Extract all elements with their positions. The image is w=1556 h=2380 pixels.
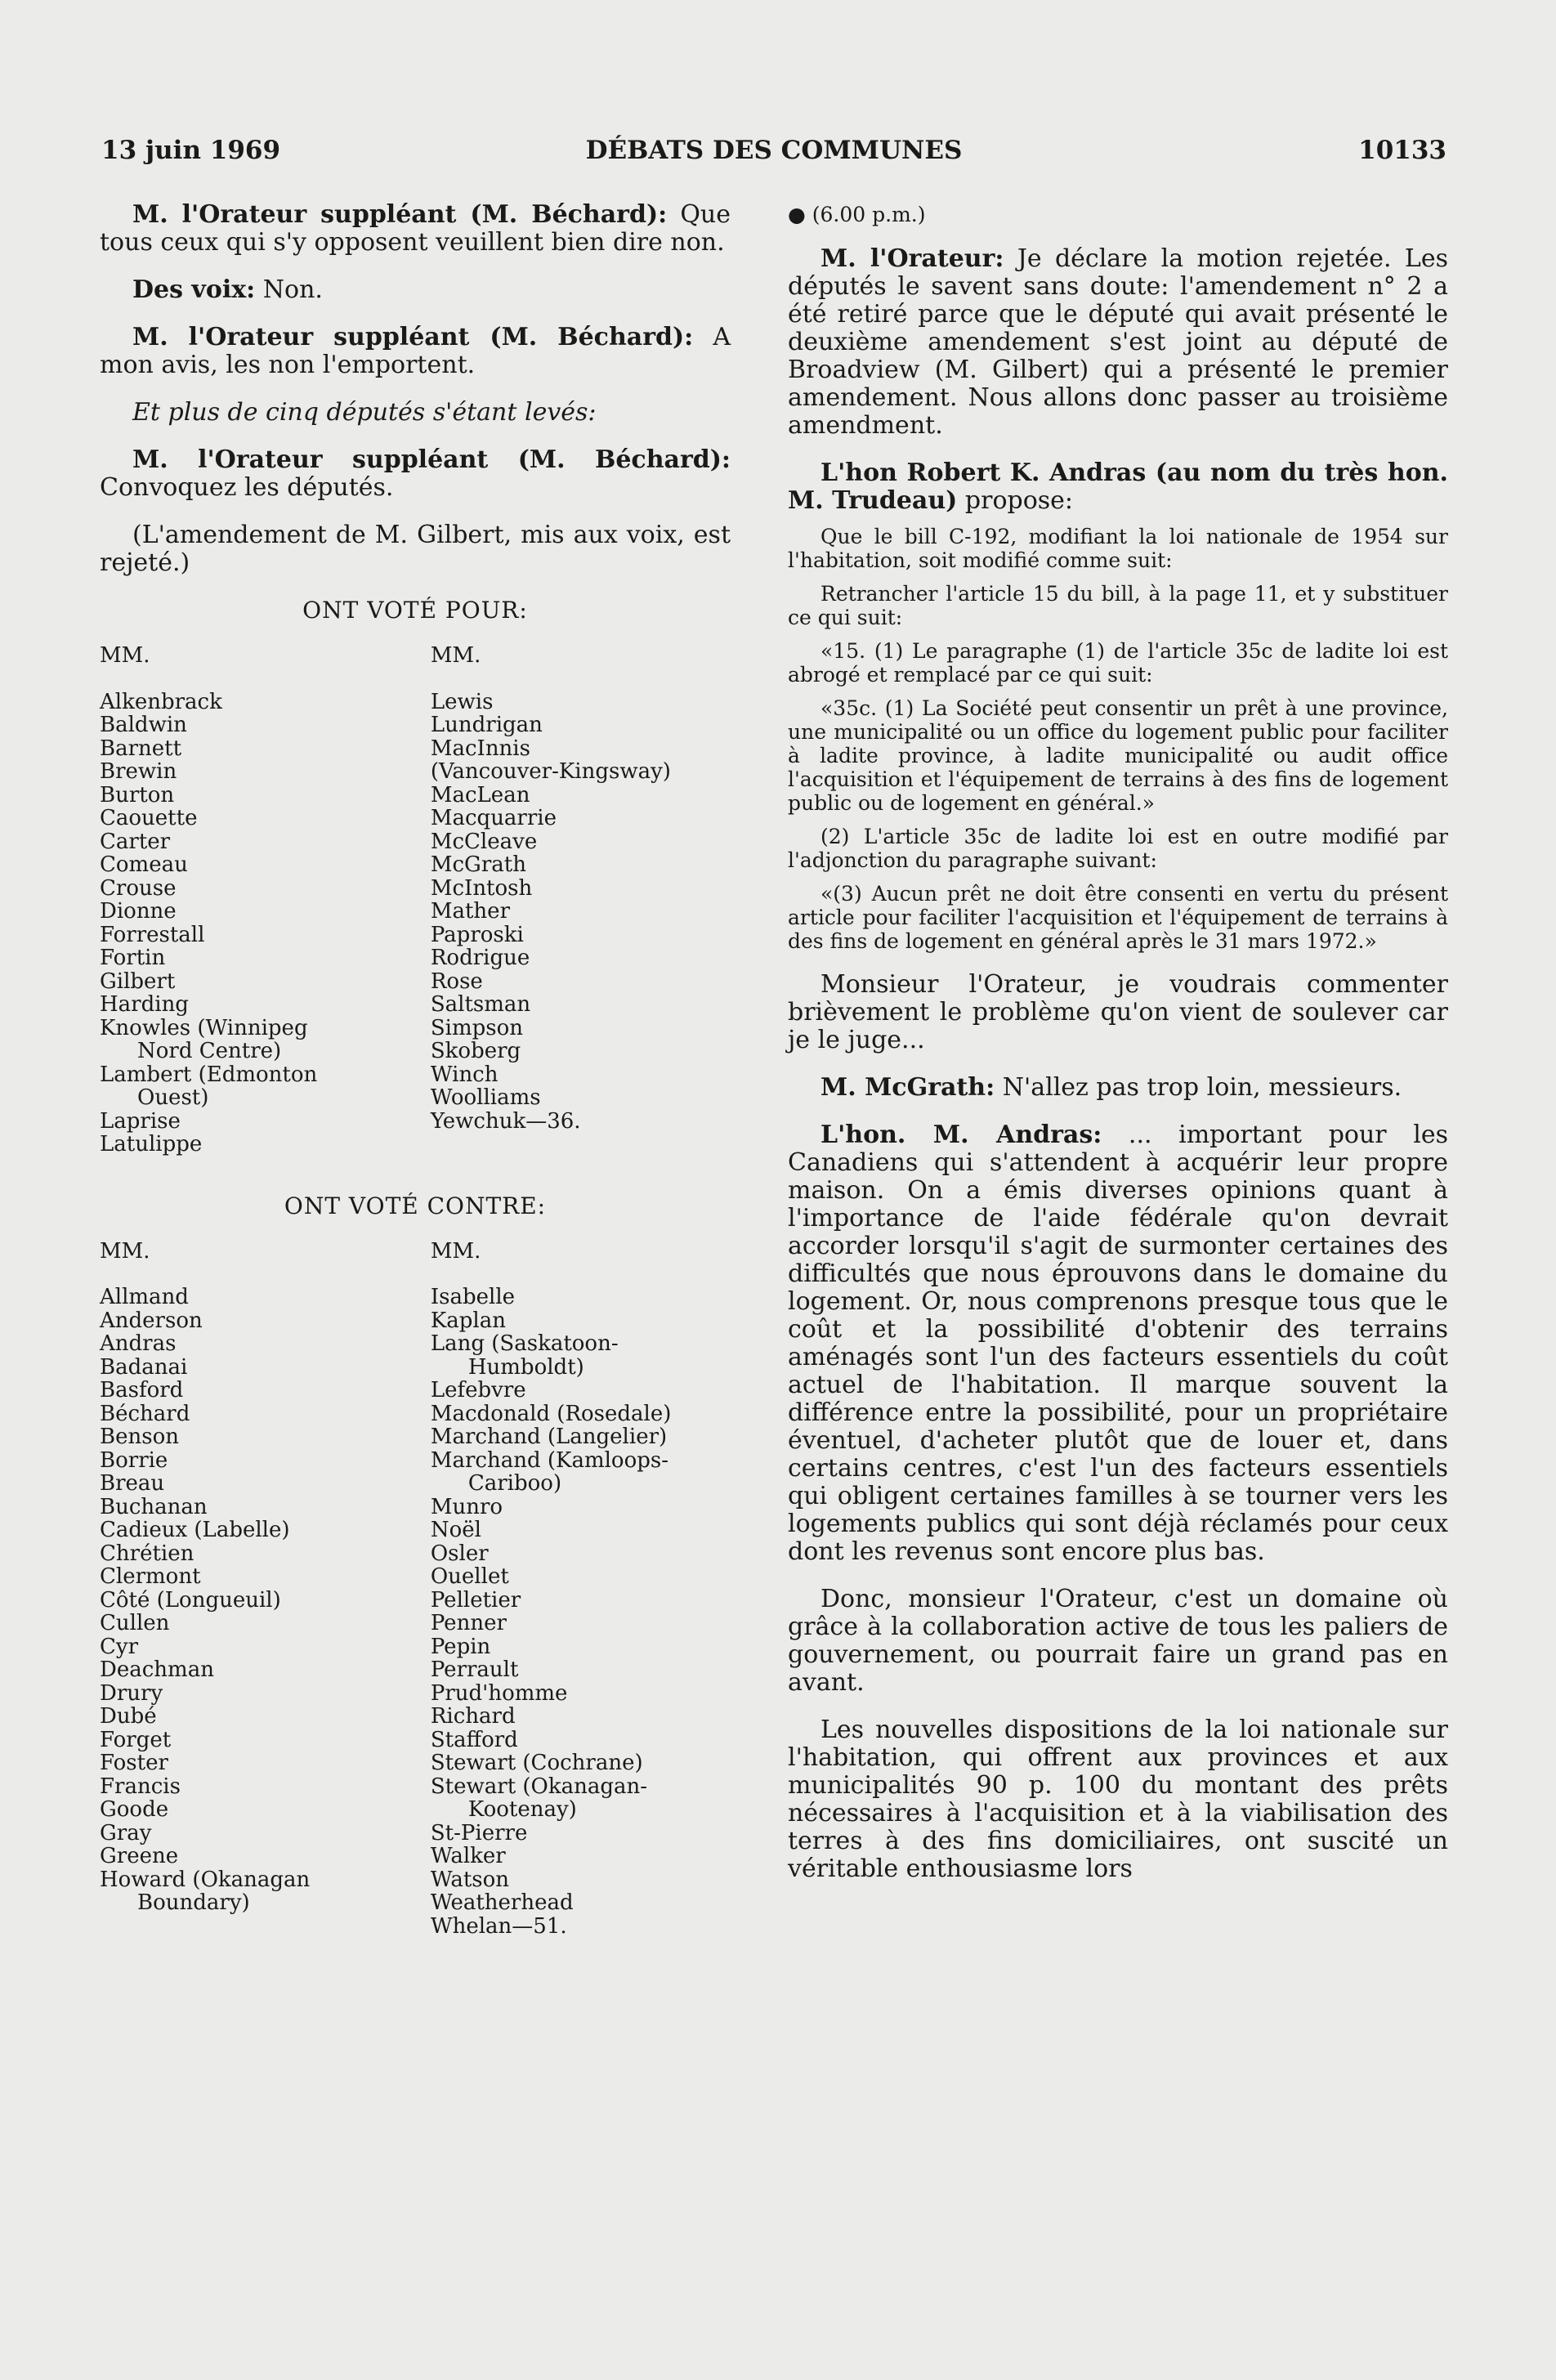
member-name: Rose [430, 969, 483, 994]
member-name: Prud'homme [430, 1680, 568, 1706]
speech: A mon avis, les non l'emportent. [100, 323, 731, 379]
member-name: Walker [430, 1844, 506, 1868]
paragraph [788, 1074, 1448, 1102]
member-name: Ouest) [137, 1085, 209, 1110]
member-name: Cadieux (Labelle) [100, 1518, 290, 1542]
paragraph: (L'amendement de M. Gilbert, mis aux voix, est rejeté.) [100, 521, 731, 577]
member-name: Macquarrie [430, 806, 557, 830]
member-name: Burton [100, 782, 175, 808]
member-name: Carter [100, 829, 171, 854]
vote-contre-list [100, 1240, 731, 1939]
member-name: Fortin [100, 946, 166, 970]
member-name: Badanai [100, 1354, 188, 1380]
speech: propose: [957, 486, 1074, 515]
paragraph: Donc, monsieur l'Orateur, c'est un domaine où grâce à la collaboration active de tous les paliers de gouvernement, ou pourrait faire un grand pas en avant. [788, 1585, 1448, 1697]
vote-contre-heading: ONT VOTÉ CONTRE: [284, 1192, 547, 1219]
member-name: Weatherhead [430, 1890, 574, 1915]
vote-column [100, 644, 431, 1156]
member-name: Drury [100, 1680, 163, 1706]
member-name: Lewis [430, 689, 494, 714]
motion-text: (2) L'article 35c de ladite loi est en outre modifié par l'adjonction du paragraphe suivant: [788, 825, 1448, 872]
member-name: Brewin [100, 759, 177, 784]
member-name: Kootenay) [467, 1797, 577, 1822]
member-name: Rodrigue [430, 946, 530, 970]
member-name: Cullen [100, 1611, 170, 1635]
paragraph [788, 245, 1448, 440]
member-name: Chrétien [100, 1541, 194, 1566]
stage-direction: Et plus de cinq députés s'étant levés: [132, 398, 597, 427]
mm-label: MM. [430, 1238, 481, 1264]
member-name: Nord Centre) [137, 1039, 282, 1063]
speaker: Des voix: [132, 275, 256, 304]
member-name: Saltsman [430, 992, 531, 1017]
speech: ... important pour les Canadiens qui s'attendent à acquérir leur propre maison. On a émis diverses opinions quant à l'importance de l'aide fédérale qu'on devrait accorder lorsqu'il s'agit de surmonter certaines des difficultés que nous éprouvons dans le domaine du logement. Or, nous comprenons presque tous que le coût et la possibilité d'obtenir des terrains aménagés sont l'un des facteurs essentiels du coût actuel de l'habitation. Il marque souvent la différence entre la possibilité, pour un propriétaire éventuel, d'acheter plutôt que de louer et, dans certains centres, c'est l'un des facteurs essentiels qui obligent certaines familles à se tourner vers les logements publics qui sont déjà réclamés pour ceux dont les revenus sont encore plus bas. [788, 1121, 1448, 1566]
member-name: McIntosh [430, 875, 533, 901]
member-name: Cyr [100, 1634, 139, 1659]
member-name: Stewart (Cochrane) [430, 1751, 643, 1775]
paragraph [100, 201, 731, 257]
left-column [100, 201, 731, 1938]
member-name: St-Pierre [430, 1820, 528, 1845]
member-name: Comeau [100, 852, 188, 877]
member-name: Harding [100, 992, 189, 1017]
paragraph [100, 446, 731, 502]
paragraph [100, 324, 731, 379]
motion-text: «(3) Aucun prêt ne doit être consenti en vertu du présent article pour faciliter l'acquisition et l'équipement de terrains à des fins de logement en général après le 31 mars 1972.» [788, 882, 1448, 953]
paragraph: Monsieur l'Orateur, je voudrais commenter brièvement le problème qu'on vient de soulever car je le juge... [788, 970, 1448, 1054]
member-name: Benson [100, 1425, 179, 1449]
member-name: Lundrigan [430, 713, 543, 737]
member-name: McCleave [430, 829, 538, 854]
member-name: Francis [100, 1774, 181, 1799]
member-name: Paproski [430, 922, 524, 947]
member-name: Pepin [430, 1634, 491, 1659]
member-name: Macdonald (Rosedale) [430, 1401, 672, 1426]
member-name: Noël [430, 1518, 481, 1542]
member-name: Yewchuk—36. [430, 1108, 581, 1134]
member-name: Stafford [430, 1727, 518, 1752]
member-name: Richard [430, 1704, 516, 1729]
motion-text: Que le bill C-192, modifiant la loi nationale de 1954 sur l'habitation, soit modifié comme suit: [788, 525, 1448, 572]
member-name: Caouette [100, 806, 198, 830]
member-name: Skoberg [430, 1039, 521, 1063]
speaker: M. l'Orateur suppléant (M. Béchard): [132, 323, 694, 351]
member-name: Côté (Longueuil) [100, 1587, 281, 1613]
speech: Convoquez les députés. [100, 473, 394, 502]
member-name: Gilbert [100, 969, 176, 994]
speech: Non. [255, 275, 323, 304]
motion-text: «35c. (1) La Société peut consentir un prêt à une province, une municipalité ou un office du logement public pour faciliter à ladite province, à ladite municipalité ou audit office l'acquisition et l'équipement de terrains à des fins de logement public ou de logement en général.» [788, 696, 1448, 815]
member-name: Allmand [100, 1285, 189, 1309]
member-name: Marchand (Langelier) [430, 1425, 668, 1449]
member-name: Alkenbrack [100, 689, 222, 714]
mm-label: MM. [100, 1238, 150, 1264]
member-name: Lang (Saskatoon- [430, 1331, 619, 1356]
speaker: M. l'Orateur: [820, 244, 1004, 273]
speech: Que tous ceux qui s'y opposent veuillent bien dire non. [100, 200, 731, 257]
speech: N'allez pas trop loin, messieurs. [995, 1073, 1402, 1102]
member-name: Penner [430, 1611, 507, 1635]
header-title: DÉBATS DES COMMUNES [585, 136, 963, 165]
member-name: Forrestall [100, 922, 205, 947]
member-name: Latulippe [100, 1132, 203, 1156]
member-name: Osler [430, 1541, 489, 1566]
vote-column [100, 1240, 431, 1939]
member-name: (Vancouver-Kingsway) [430, 759, 671, 784]
member-name: Marchand (Kamloops- [430, 1447, 668, 1473]
member-name: Kaplan [430, 1308, 506, 1333]
member-name: Boundary) [137, 1890, 250, 1915]
member-name: Dionne [100, 899, 177, 924]
header-date: 13 juin 1969 [101, 136, 281, 165]
vote-pour-list [100, 644, 731, 1156]
mm-label: MM. [430, 643, 481, 668]
header-page-number: 10133 [1358, 136, 1446, 165]
member-name: Clermont [100, 1564, 201, 1589]
member-name: Isabelle [430, 1285, 516, 1309]
member-name: Cariboo) [467, 1471, 562, 1496]
member-name: Knowles (Winnipeg [100, 1015, 308, 1040]
member-name: Forget [100, 1727, 172, 1752]
member-name: Greene [100, 1844, 179, 1868]
member-name: MacInnis [430, 736, 530, 761]
vote-pour-heading: ONT VOTÉ POUR: [302, 597, 528, 624]
motion-text: Retrancher l'article 15 du bill, à la page 11, et y substituer ce qui suit: [788, 582, 1448, 629]
member-name: Whelan—51. [430, 1913, 567, 1939]
paragraph: Les nouvelles dispositions de la loi nationale sur l'habitation, qui offrent aux provinces et aux municipalités 90 p. 100 du montant des prêts nécessaires à l'acquisition et à la viabilisation des terres à des fins domiciliaires, ont suscité un véritable enthousiasme lors [788, 1716, 1448, 1883]
member-name: Deachman [100, 1658, 214, 1682]
member-name: Winch [430, 1062, 499, 1087]
member-name: Lefebvre [430, 1378, 526, 1402]
member-name: Humboldt) [467, 1354, 584, 1380]
member-name: Foster [100, 1751, 168, 1775]
mm-label: MM. [100, 643, 150, 668]
member-name: Basford [100, 1378, 184, 1402]
member-name: Lambert (Edmonton [100, 1062, 318, 1087]
member-name: Béchard [100, 1401, 190, 1426]
member-name: Borrie [100, 1447, 168, 1473]
member-name: Buchanan [100, 1494, 208, 1519]
member-name: Andras [100, 1331, 177, 1356]
member-name: Dubé [100, 1704, 157, 1729]
vote-column [431, 1240, 731, 1939]
member-name: Munro [430, 1494, 503, 1519]
speaker: L'hon Robert K. Andras (au nom du très hon. M. Trudeau) [788, 459, 1448, 515]
speaker: M. McGrath: [820, 1073, 995, 1102]
member-name: Simpson [430, 1015, 524, 1040]
member-name: Anderson [100, 1308, 203, 1333]
speaker: L'hon. M. Andras: [820, 1121, 1102, 1149]
member-name: Pelletier [430, 1587, 521, 1613]
member-name: Mather [430, 899, 510, 924]
member-name: Howard (Okanagan [100, 1867, 311, 1892]
speaker: M. l'Orateur suppléant (M. Béchard): [132, 445, 731, 474]
member-name: Barnett [100, 736, 182, 761]
paragraph [788, 1121, 1448, 1566]
member-name: Stewart (Okanagan- [430, 1774, 648, 1799]
time-marker: ● (6.00 p.m.) [788, 203, 926, 226]
paragraph [788, 459, 1448, 515]
member-name: MacLean [430, 782, 530, 808]
member-name: Breau [100, 1471, 165, 1496]
member-name: Baldwin [100, 713, 187, 737]
vote-column [431, 644, 731, 1156]
motion-text: «15. (1) Le paragraphe (1) de l'article 35c de ladite loi est abrogé et remplacé par ce qui suit: [788, 639, 1448, 687]
speech: Je déclare la motion rejetée. Les députés le savent sans doute: l'amendement n° 2 a été retiré parce que le député qui avait présenté le deuxième amendement s'est joint au député de Broadview (M. Gilbert) qui a présenté le premier amendement. Nous allons donc passer au troisième amendment. [788, 244, 1448, 440]
member-name: Watson [430, 1867, 510, 1892]
member-name: Laprise [100, 1108, 181, 1134]
member-name: Perrault [430, 1658, 519, 1682]
speaker: M. l'Orateur suppléant (M. Béchard): [132, 200, 668, 229]
member-name: Crouse [100, 875, 177, 901]
member-name: McGrath [430, 852, 526, 877]
member-name: Woolliams [430, 1085, 541, 1110]
member-name: Ouellet [430, 1564, 509, 1589]
member-name: Goode [100, 1797, 169, 1822]
member-name: Gray [100, 1820, 152, 1845]
paragraph [100, 276, 731, 304]
page-header [101, 136, 1446, 177]
right-column [788, 201, 1448, 1903]
